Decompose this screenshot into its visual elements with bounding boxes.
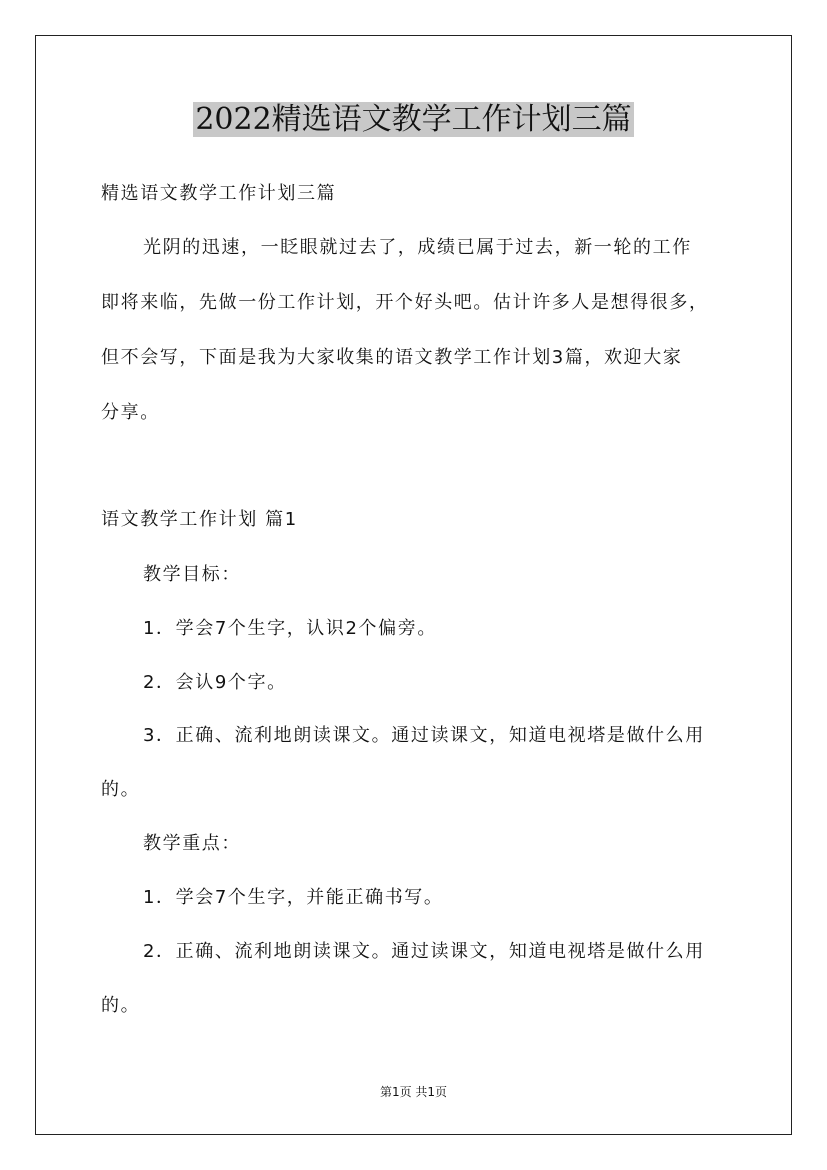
- document-subtitle: 精选语文教学工作计划三篇: [101, 183, 337, 204]
- focus-item: 1．学会7个生字，并能正确书写。: [143, 887, 444, 908]
- intro-line: 即将来临，先做一份工作计划，开个好头吧。估计许多人是想得很多，: [101, 292, 709, 313]
- goal-item: 2．会认9个字。: [143, 672, 287, 693]
- document-title: [0, 98, 827, 142]
- goal-item: 3．正确、流利地朗读课文。通过读课文，知道电视塔是做什么用: [143, 725, 705, 746]
- section-heading: 语文教学工作计划 篇1: [101, 509, 298, 530]
- document-title-text: 2022精选语文教学工作计划三篇: [195, 102, 632, 137]
- page-footer: 第1页 共1页: [379, 1085, 448, 1099]
- goals-label: 教学目标：: [143, 564, 241, 585]
- intro-line: 光阴的迅速，一眨眼就过去了，成绩已属于过去，新一轮的工作: [143, 237, 692, 258]
- focus-item: 2．正确、流利地朗读课文。通过读课文，知道电视塔是做什么用: [143, 941, 705, 962]
- intro-line: 但不会写，下面是我为大家收集的语文教学工作计划3篇，欢迎大家: [101, 347, 683, 368]
- focus-label: 教学重点：: [143, 833, 241, 854]
- goal-item-continuation: 的。: [101, 779, 141, 800]
- focus-item-continuation: 的。: [101, 995, 141, 1016]
- goal-item: 1．学会7个生字，认识2个偏旁。: [143, 618, 437, 639]
- intro-line: 分享。: [101, 402, 160, 423]
